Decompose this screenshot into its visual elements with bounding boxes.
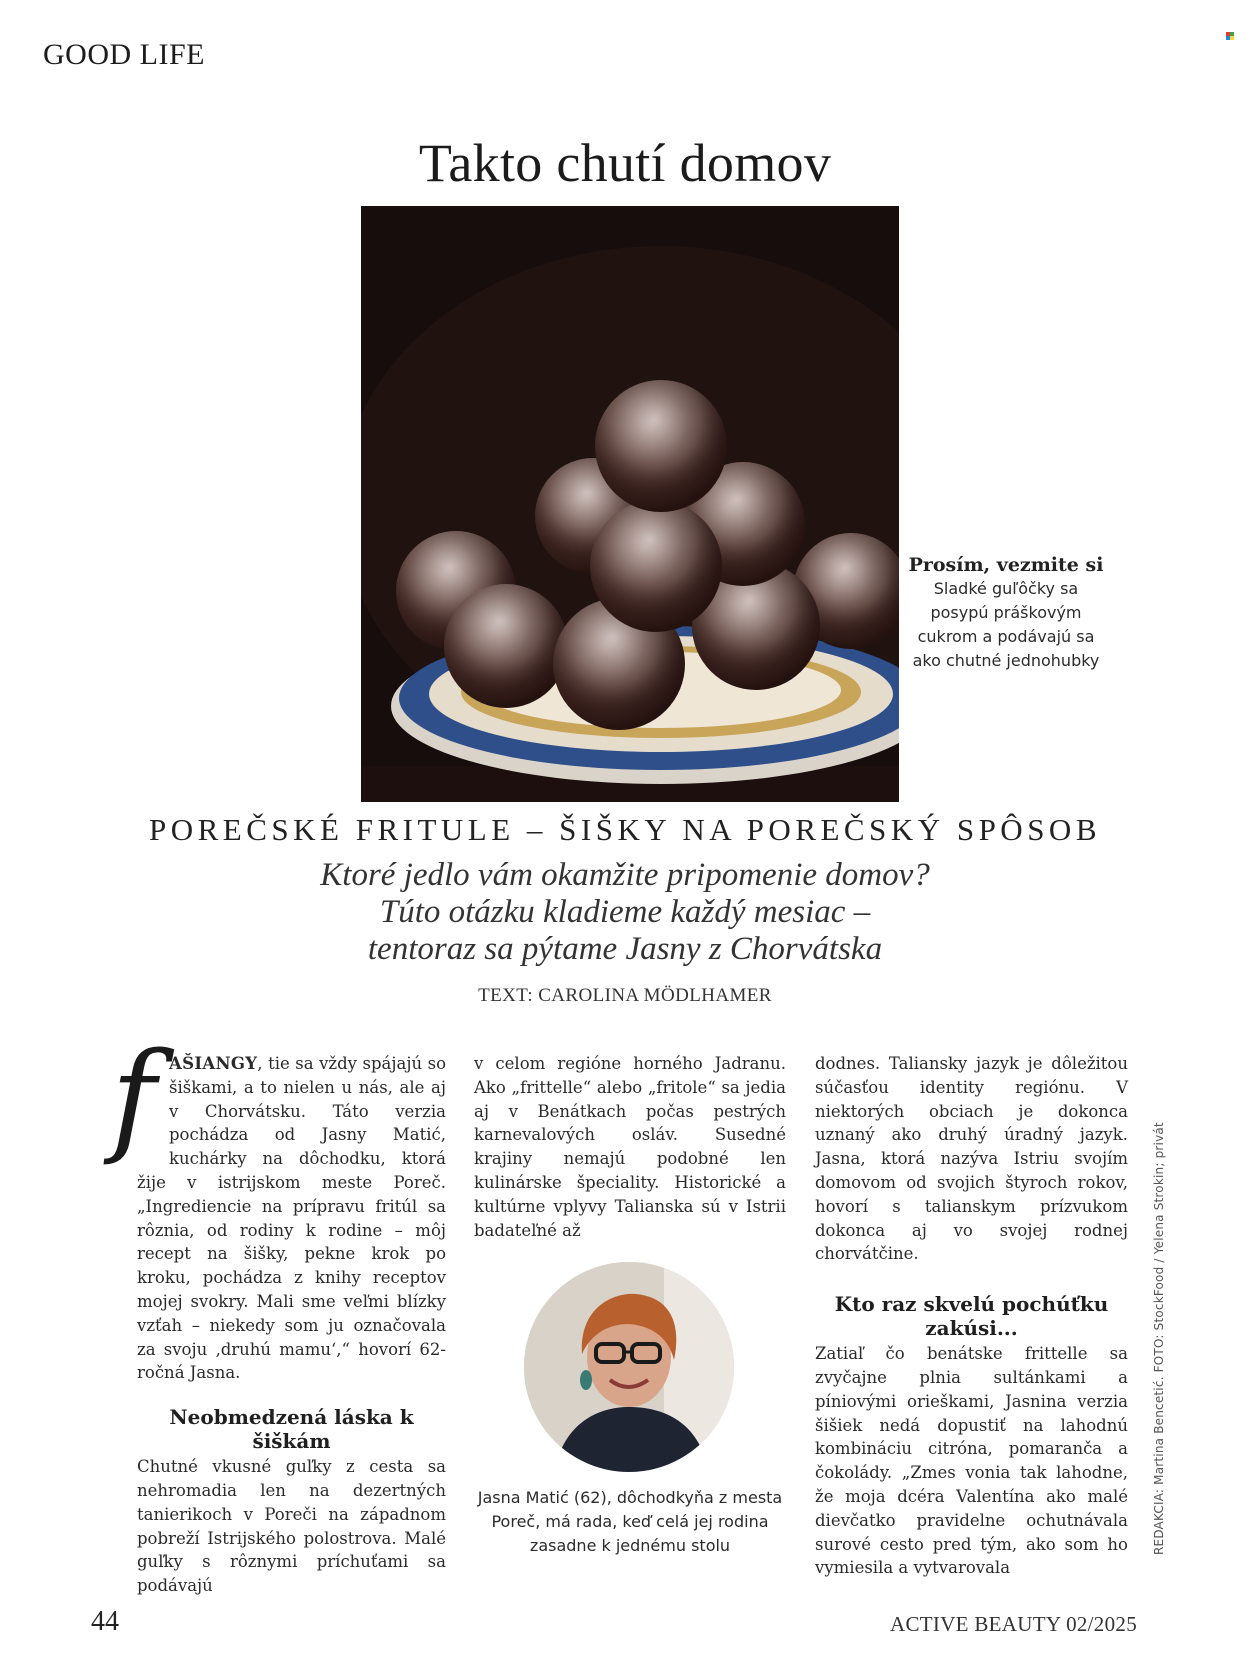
section-label: GOOD LIFE <box>43 38 205 71</box>
body-column-3 <box>815 1052 1128 1580</box>
paragraph-1-text: , tie sa vždy spájajú so šiškami, a to nielen u nás, ale aj v Chorvátsku. Táto verzia pochádza od Jasny Matić, kuchárky na dôchodku, ktorá žije v istrijskom meste Poreč. „Ingrediencie na prípravu fritúl sa rôznia, od rodiny k rodine – môj recept na šišky, pekne krok po kroku, pochádza z knihy receptov mojej svokry. Mali sme veľmi blízky vzťah – niekedy som ju označovala za svoju ‚druhú mamu‘,“ hovorí 62-ročná Jasna. <box>137 1054 446 1383</box>
color-registration-mark <box>1226 32 1234 40</box>
byline: TEXT: CAROLINA MÖDLHAMER <box>478 985 772 1006</box>
body-paragraph-3: v celom regióne horného Jadranu. Ako „frittelle“ alebo „fritole“ sa jedia aj v Benátkach počas pestrých karnevalových osláv. Susedné krajiny nemajú podobné len kulinárske špeciality. Historické a kultúrne vplyvy Talianska sú v Istrii badateľné až <box>474 1054 786 1240</box>
standfirst-line-1: Ktoré jedlo vám okamžite pripomenie domov? <box>320 857 930 893</box>
photo-caption <box>906 553 1106 673</box>
magazine-issue: ACTIVE BEAUTY 02/2025 <box>890 1612 1137 1636</box>
lead-word: AŠIANGY <box>169 1054 258 1073</box>
body-column-2 <box>474 1052 786 1242</box>
subhead-2: Kto raz skvelú pochúťku zakúsi... <box>834 1292 1109 1341</box>
standfirst-line-3: tentoraz sa pýtame Jasny z Chorvátska <box>367 931 883 967</box>
body-paragraph-4: dodnes. Taliansky jazyk je dôležitou súčasťou identity regiónu. V niektorých obciach je dokonca uznaný ako druhý úradný jazyk. Jasna, ktorá nazýva Istriu svojím domovom od svojich štyroch rokov, hovorí s talianskym prízvukom dokonca aj vo svojej rodnej chorvátčine. <box>815 1054 1128 1264</box>
article-title: Takto chutí domov <box>418 133 832 193</box>
fritule-plate-illustration <box>361 206 899 802</box>
subhead-1: Neobmedzená láska k šiškám <box>169 1405 414 1454</box>
portrait-illustration <box>524 1262 734 1472</box>
photo-credit: REDAKCIA: Martina Bencetić. FOTO: StockFood / Yelena Strokin; privát <box>1152 1122 1166 1555</box>
hero-photo-fritule <box>361 206 899 802</box>
page-number: 44 <box>91 1606 119 1637</box>
portrait-caption: Jasna Matić (62), dôchodkyňa z mesta Poreč, má rada, keď celá jej rodina zasadne k jednému stolu <box>477 1488 783 1555</box>
portrait-photo-jasna <box>524 1262 734 1472</box>
body-column-1 <box>111 1026 446 1598</box>
article-kicker: POREČSKÉ FRITULE – ŠIŠKY NA POREČSKÝ SPÔSOB <box>148 812 1102 847</box>
body-paragraph-2: Chutné vkusné guľky z cesta sa nehromadia len na dezertných tanierikoch v Poreči na západnom pobreží Istrijského polostrova. Malé guľky s rôznymi príchuťami sa podávajú <box>137 1457 446 1596</box>
photo-caption-text: Sladké guľôčky sa posypú práškovým cukrom a podávajú sa ako chutné jednohubky <box>912 579 1100 670</box>
photo-caption-headline: Prosím, vezmite si <box>908 554 1104 576</box>
article-standfirst <box>0 857 1250 968</box>
standfirst-line-2: Túto otázku kladieme každý mesiac – <box>379 894 871 930</box>
drop-cap: f <box>111 1026 157 1168</box>
body-paragraph-5: Zatiaľ čo benátske frittelle sa zvyčajne plnia sultánkami a píniovými orieškami, Jasnina verzia šišiek nedá dopustiť na lahodnú kombináciu citróna, pomaranča a čokolády. „Zmes vonia tak lahodne, že moja dcéra Valentína ako malé dievčatko pravidelne ochutnávala surové cesto pred tým, ako som ho vymiesila a vytvarovala <box>815 1344 1128 1578</box>
body-paragraph-1 <box>111 1026 446 1385</box>
